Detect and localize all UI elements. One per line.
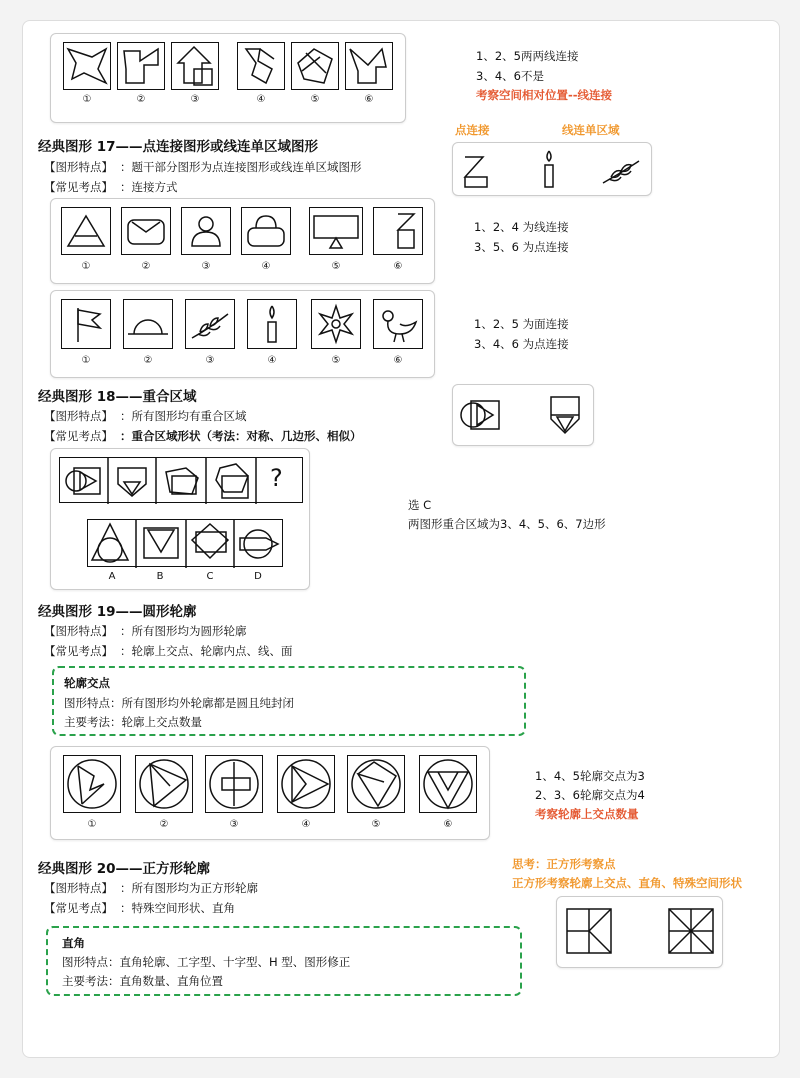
s17-exam: ：连接方式 — [120, 180, 178, 194]
figure-cell — [247, 299, 297, 349]
figure-number: ③ — [190, 94, 200, 105]
question-mark: ? — [270, 464, 283, 492]
figure-cell — [309, 207, 363, 255]
figure-cell — [311, 299, 361, 349]
circle-figure — [206, 756, 262, 812]
figure-cell — [61, 299, 111, 349]
s19-box-line-2: 主要考法：轮廓上交点数量 — [64, 715, 202, 729]
figure-cell — [181, 207, 231, 255]
s20-example-shapes — [557, 897, 722, 967]
figure-number: ④ — [261, 261, 271, 272]
envelope-shape — [122, 208, 170, 254]
s17-feature: ：题干部分图形为点连接图形或线连单区域图形 — [120, 160, 362, 174]
sign-shape — [310, 208, 362, 254]
candle-icon — [248, 300, 296, 348]
s17-figure-row-a — [50, 198, 435, 284]
s20-think-1: 思考：正方形考察点 — [512, 857, 616, 871]
s18-exam-label: 【常见考点】 — [44, 429, 113, 443]
figure-shape — [238, 43, 284, 89]
s18-note-2: 两图形重合区域为3、4、5、6、7边形 — [408, 517, 606, 531]
s20-think-2: 正方形考察轮廓上交点、直角、特殊空间形状 — [512, 876, 742, 890]
figure-cell — [373, 299, 423, 349]
figure-number: ⑥ — [393, 355, 403, 366]
figure-cell — [63, 755, 121, 813]
s18-note-1: 选 C — [408, 498, 432, 512]
figure-cell — [345, 42, 393, 90]
figure-cell — [291, 42, 339, 90]
circle-figure — [278, 756, 334, 812]
s17-example-shapes — [453, 143, 651, 195]
sunset-icon — [124, 300, 172, 348]
figure-shape — [172, 43, 218, 89]
s20-box-title: 直角 — [62, 936, 85, 950]
section-20-title: 经典图形 20——正方形轮廓 — [38, 861, 210, 877]
top-note-1: 1、2、5两两线连接 — [476, 49, 579, 63]
figure-shape — [346, 43, 392, 89]
figure-shape — [64, 43, 110, 89]
figure-number: ① — [81, 261, 91, 272]
point-connect-label: 点连接 — [455, 123, 490, 137]
circle-figure — [420, 756, 476, 812]
s18-question-row — [59, 457, 303, 503]
option-label: C — [206, 571, 214, 582]
figure-cell — [277, 755, 335, 813]
figure-cell — [241, 207, 291, 255]
s20-example-panel — [556, 896, 723, 968]
s18-question-panel — [50, 448, 310, 590]
bird-icon — [374, 300, 422, 348]
circle-figure — [136, 756, 192, 812]
figure-number: ① — [87, 819, 97, 830]
s17-example-panel — [452, 142, 652, 196]
figure-cell — [123, 299, 173, 349]
figure-cell — [63, 42, 111, 90]
figure-cell — [205, 755, 263, 813]
s20-feature-label: 【图形特点】 — [44, 881, 113, 895]
section-18-title: 经典图形 18——重合区域 — [38, 389, 197, 405]
s18-example-panel — [452, 384, 594, 446]
figure-cell — [419, 755, 477, 813]
circle-figure — [348, 756, 404, 812]
person-shape — [182, 208, 230, 254]
figure-number: ⑤ — [310, 94, 320, 105]
s18-feature-label: 【图形特点】 — [44, 409, 113, 423]
line-region-label: 线连单区域 — [562, 123, 620, 137]
top-note-2: 3、4、6不是 — [476, 69, 544, 83]
figure-number: ⑥ — [364, 94, 374, 105]
option-label: A — [108, 571, 116, 582]
s20-box-line-2: 主要考法：直角数量、直角位置 — [62, 974, 223, 988]
option-label: B — [156, 571, 164, 582]
s20-exam-label: 【常见考点】 — [44, 901, 113, 915]
figure-cell — [61, 207, 111, 255]
s20-exam: ：特殊空间形状、直角 — [120, 901, 235, 915]
s18-exam: ：重合区域形状（考法：对称、几边形、相似） — [120, 429, 362, 443]
figure-number: ② — [141, 261, 151, 272]
triangle-shape — [62, 208, 110, 254]
figure-cell — [117, 42, 165, 90]
s17-exam-label: 【常见考点】 — [44, 180, 113, 194]
s19-note-1: 1、4、5轮廓交点为3 — [535, 769, 645, 783]
s20-feature: ：所有图形均为正方形轮廓 — [120, 881, 258, 895]
flag-shape — [374, 208, 422, 254]
s19-exam: ：轮廓上交点、轮廓内点、线、面 — [120, 644, 293, 658]
figure-number: ⑤ — [331, 355, 341, 366]
figure-cell — [121, 207, 171, 255]
figure-number: ⑥ — [393, 261, 403, 272]
s17-note-a1: 1、2、4 为线连接 — [474, 220, 569, 234]
figure-number: ③ — [201, 261, 211, 272]
s17-note-b2: 3、4、6 为点连接 — [474, 337, 569, 351]
s19-box-line-1: 图形特点：所有图形均外轮廓都是圆且纯封闭 — [64, 696, 294, 710]
s19-exam-label: 【常见考点】 — [44, 644, 113, 658]
s18-example-shapes — [453, 385, 593, 445]
s19-feature-label: 【图形特点】 — [44, 624, 113, 638]
circle-figure — [64, 756, 120, 812]
s17-feature-label: 【图形特点】 — [44, 160, 113, 174]
option-label: D — [254, 571, 262, 582]
figure-number: ① — [81, 355, 91, 366]
figure-number: ④ — [301, 819, 311, 830]
s20-box-line-1: 图形特点：直角轮廓、工字型、十字型、H 型、图形修正 — [62, 955, 351, 969]
s18-option-shapes — [88, 520, 284, 568]
s19-note-2: 2、3、6轮廓交点为4 — [535, 788, 645, 802]
s19-figure-row — [50, 746, 490, 840]
flag-icon — [62, 300, 110, 348]
s19-feature: ：所有图形均为圆形轮廓 — [120, 624, 247, 638]
s17-note-a2: 3、5、6 为点连接 — [474, 240, 569, 254]
figure-cell — [135, 755, 193, 813]
figure-cell — [185, 299, 235, 349]
s17-note-b1: 1、2、5 为面连接 — [474, 317, 569, 331]
s20-callout-box — [46, 926, 522, 996]
s19-note-3: 考察轮廓上交点数量 — [535, 807, 639, 821]
top-note-3: 考察空间相对位置--线连接 — [476, 88, 613, 102]
figure-number: ⑥ — [443, 819, 453, 830]
top-figure-panel — [50, 33, 406, 123]
figure-cell — [347, 755, 405, 813]
figure-number: ① — [82, 94, 92, 105]
s18-feature: ：所有图形均有重合区域 — [120, 409, 247, 423]
figure-cell — [237, 42, 285, 90]
figure-number: ③ — [229, 819, 239, 830]
figure-number: ③ — [205, 355, 215, 366]
figure-number: ② — [136, 94, 146, 105]
figure-number: ② — [159, 819, 169, 830]
s19-callout-box — [52, 666, 526, 736]
s18-question-shapes — [60, 458, 304, 504]
figure-number: ⑤ — [371, 819, 381, 830]
figure-shape — [118, 43, 164, 89]
s19-box-title: 轮廓交点 — [64, 676, 110, 690]
figure-cell — [373, 207, 423, 255]
section-19-title: 经典图形 19——圆形轮廓 — [38, 604, 197, 620]
figure-number: ④ — [256, 94, 266, 105]
section-17-title: 经典图形 17——点连接图形或线连单区域图形 — [38, 139, 318, 155]
figure-shape — [292, 43, 338, 89]
star-icon — [312, 300, 360, 348]
figure-cell — [171, 42, 219, 90]
branch-icon — [186, 300, 234, 348]
s18-options-row — [87, 519, 283, 567]
bag-shape — [242, 208, 290, 254]
figure-number: ⑤ — [331, 261, 341, 272]
s17-figure-row-b — [50, 290, 435, 378]
figure-number: ② — [143, 355, 153, 366]
figure-number: ④ — [267, 355, 277, 366]
